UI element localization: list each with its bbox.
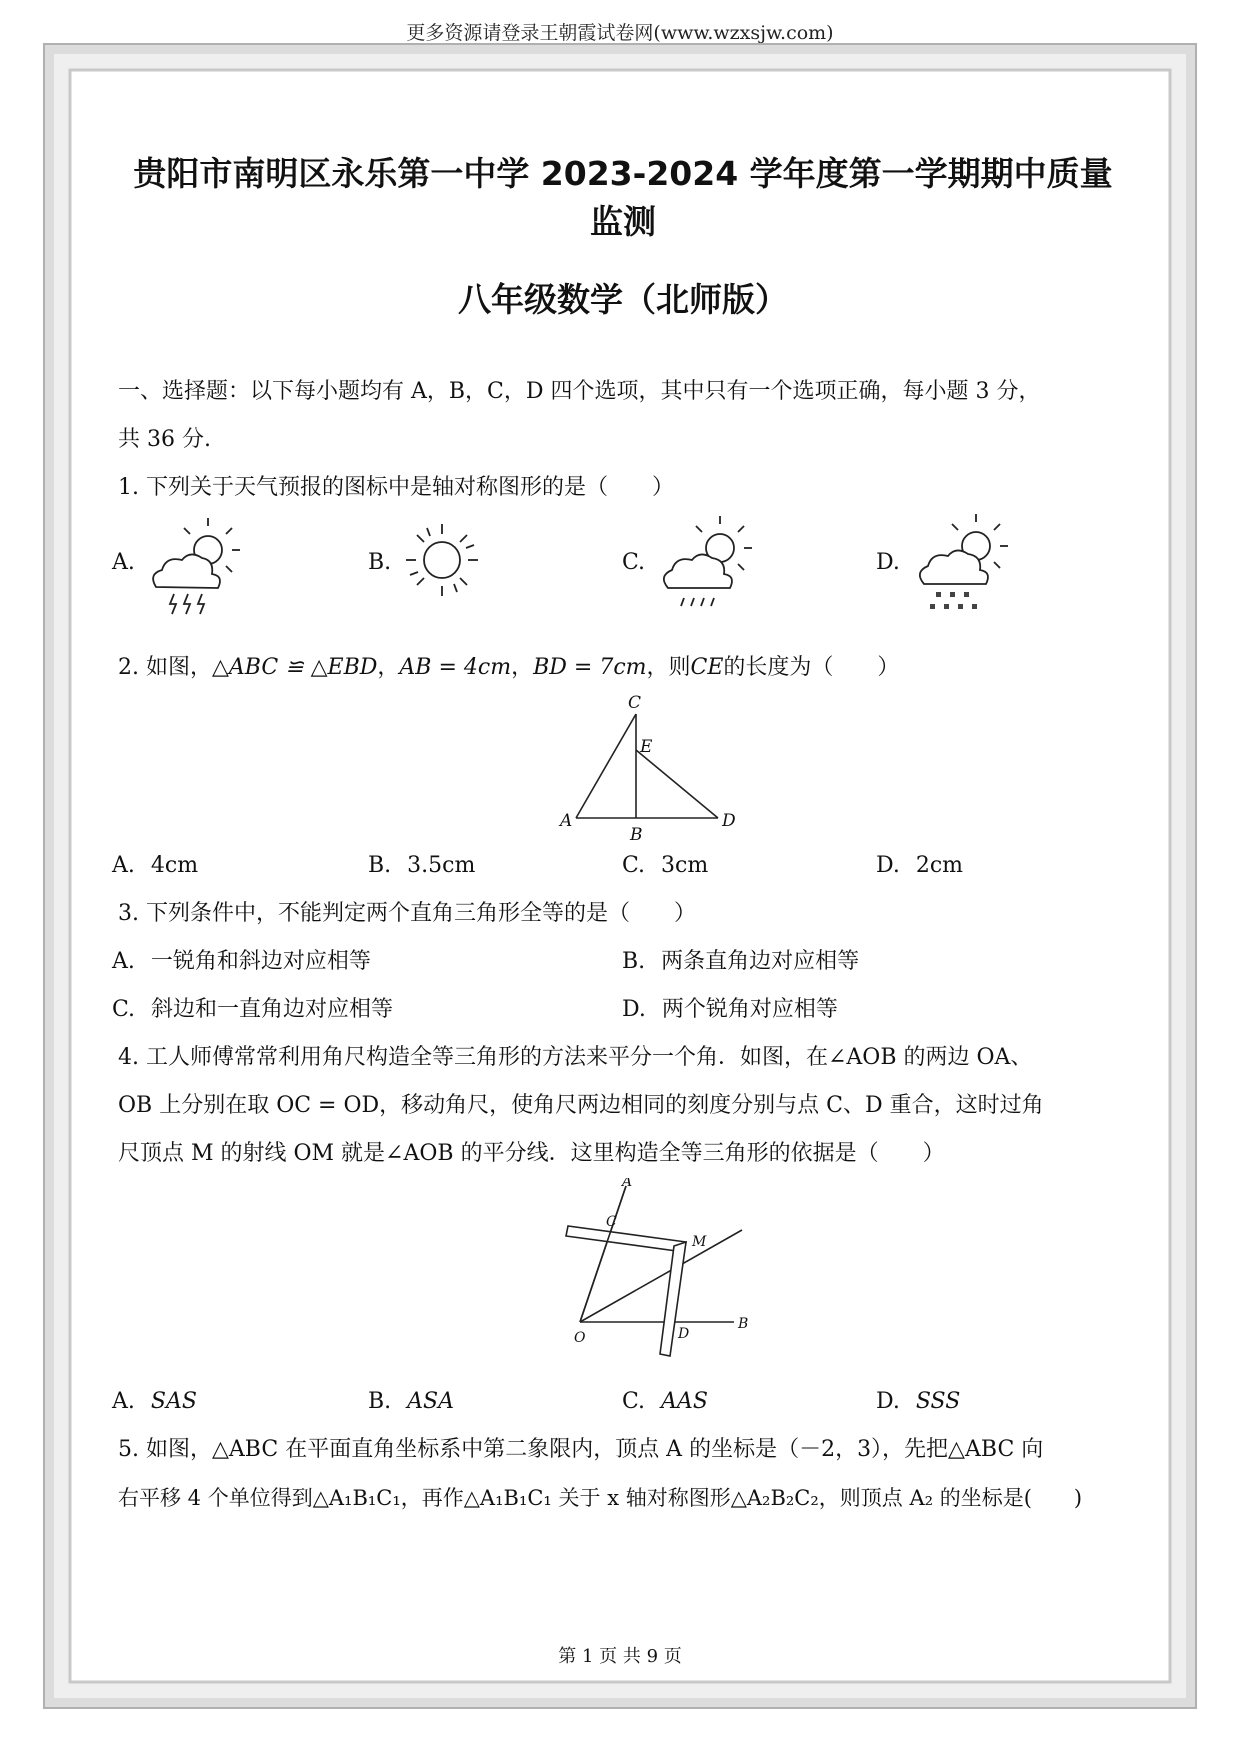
- q2-option-a: [112, 842, 198, 890]
- question-4-line-2: OB 上分别在取 OC = OD，移动角尺，使角尺两边相同的刻度分别与点 C、D 重合，这时过角: [118, 1093, 1044, 1118]
- q4-option-b: [368, 1378, 454, 1426]
- option-key: B.: [622, 949, 646, 974]
- option-key: D.: [876, 853, 900, 878]
- q2-separator: ，: [377, 655, 400, 680]
- question-2-stem: [118, 644, 1128, 692]
- option-key: D.: [876, 550, 900, 575]
- label-d: D: [678, 1326, 690, 1342]
- option-text: SAS: [150, 1389, 197, 1414]
- label-m: M: [692, 1234, 707, 1250]
- option-key: C.: [622, 550, 646, 575]
- option-key: A.: [112, 853, 135, 878]
- question-5-line-1: 5. 如图，△ABC 在平面直角坐标系中第二象限内，顶点 A 的坐标是（－2，3），先把△ABC 向: [118, 1437, 1044, 1462]
- question-4-options: [112, 1378, 1128, 1426]
- question-2-options: [112, 842, 1128, 890]
- q2-figure: [518, 692, 758, 842]
- q2-text-c: 的长度为（ ）: [723, 655, 900, 680]
- q2-separator: ，: [511, 655, 534, 680]
- label-b: B: [630, 825, 643, 842]
- option-key: D.: [622, 997, 646, 1022]
- header-note: 更多资源请登录王朝霞试卷网(www.wzxsjw.com): [406, 22, 834, 44]
- question-3-stem: 3. 下列条件中，不能判定两个直角三角形全等的是（ ）: [118, 901, 696, 926]
- section-line-1: 一、选择题：以下每小题均有 A，B，C，D 四个选项，其中只有一个选项正确，每小题 3 分，: [118, 379, 1041, 404]
- q4-option-d: [876, 1378, 960, 1426]
- question-3-options-row2: [112, 986, 1128, 1034]
- q2-option-d: [876, 842, 963, 890]
- label-e: E: [640, 737, 653, 757]
- label-a: A: [560, 811, 573, 831]
- q2-text-b: ，则: [646, 655, 691, 680]
- question-1-stem: 1. 下列关于天气预报的图标中是轴对称图形的是（ ）: [118, 475, 674, 500]
- label-a: A: [622, 1178, 633, 1190]
- option-key: A.: [112, 550, 135, 575]
- q2-option-c: [622, 842, 708, 890]
- option-key: C.: [112, 997, 136, 1022]
- option-text: 两个锐角对应相等: [661, 997, 838, 1022]
- snow-cloud-sun-icon: [902, 512, 1012, 622]
- option-text: 一锐角和斜边对应相等: [150, 949, 371, 974]
- q2-option-b: [368, 842, 475, 890]
- question-4-line-3: 尺顶点 M 的射线 OM 就是∠AOB 的平分线．这里构造全等三角形的依据是（ ）: [118, 1141, 945, 1166]
- q2-math-ab: AB = 4cm: [399, 655, 512, 680]
- option-text: AAS: [661, 1389, 708, 1414]
- q3-option-c: [112, 986, 393, 1034]
- q4-figure: [518, 1178, 758, 1378]
- q2-math-ce: CE: [690, 655, 724, 680]
- label-c: C: [628, 693, 642, 713]
- page-footer: 第 1 页 共 9 页: [558, 1646, 682, 1667]
- option-key: C.: [622, 1389, 646, 1414]
- option-text: 3.5cm: [407, 853, 476, 878]
- q3-option-b: [622, 938, 859, 986]
- option-text: 斜边和一直角边对应相等: [151, 997, 394, 1022]
- section-line-2: 共 36 分.: [118, 427, 211, 452]
- question-1-options: [112, 512, 1128, 632]
- sun-icon: [394, 512, 504, 622]
- option-key: A.: [112, 1389, 135, 1414]
- angle-bisector-diagram: [518, 1178, 758, 1378]
- question-5-line-2: 右平移 4 个单位得到△A₁B₁C₁，再作△A₁B₁C₁ 关于 x 轴对称图形△A₂B₂C₂，则顶点 A₂ 的坐标是( ): [118, 1486, 1083, 1510]
- option-text: 3cm: [661, 853, 709, 878]
- q2-math-congruence: △ABC ≌ △EBD: [211, 655, 378, 680]
- section-heading: [118, 368, 1128, 464]
- option-text: SSS: [915, 1389, 961, 1414]
- option-text: 2cm: [915, 853, 964, 878]
- question-3-options-row1: [112, 938, 1128, 986]
- q3-option-d: [622, 986, 838, 1034]
- option-key: A.: [112, 949, 135, 974]
- q2-math-bd: BD = 7cm: [533, 655, 647, 680]
- q3-option-a: [112, 938, 371, 986]
- option-key: B.: [368, 1389, 392, 1414]
- option-text: 两条直角边对应相等: [661, 949, 860, 974]
- label-d: D: [722, 811, 736, 831]
- option-key: C.: [622, 853, 646, 878]
- option-text: 4cm: [150, 853, 199, 878]
- exam-title: 贵阳市南明区永乐第一中学 2023-2024 学年度第一学期期中质量监测: [133, 154, 1113, 241]
- label-o: O: [574, 1330, 586, 1346]
- page-content: [112, 150, 1128, 1522]
- triangle-diagram: [518, 692, 758, 842]
- option-key: D.: [876, 1389, 900, 1414]
- exam-subtitle: 八年级数学（北师版）: [458, 280, 788, 319]
- option-key: B.: [368, 853, 392, 878]
- rain-cloud-sun-icon: [648, 512, 758, 622]
- label-c: C: [606, 1214, 617, 1230]
- q4-option-c: [622, 1378, 708, 1426]
- option-key: B.: [368, 550, 392, 575]
- thunderstorm-cloud-sun-icon: [138, 512, 248, 622]
- q2-text-a: 2. 如图，: [118, 655, 212, 680]
- label-b: B: [738, 1316, 749, 1332]
- option-text: ASA: [407, 1389, 455, 1414]
- q4-option-a: [112, 1378, 197, 1426]
- question-4-line-1: 4. 工人师傅常常利用角尺构造全等三角形的方法来平分一个角．如图，在∠AOB 的两边 OA、: [118, 1045, 1033, 1070]
